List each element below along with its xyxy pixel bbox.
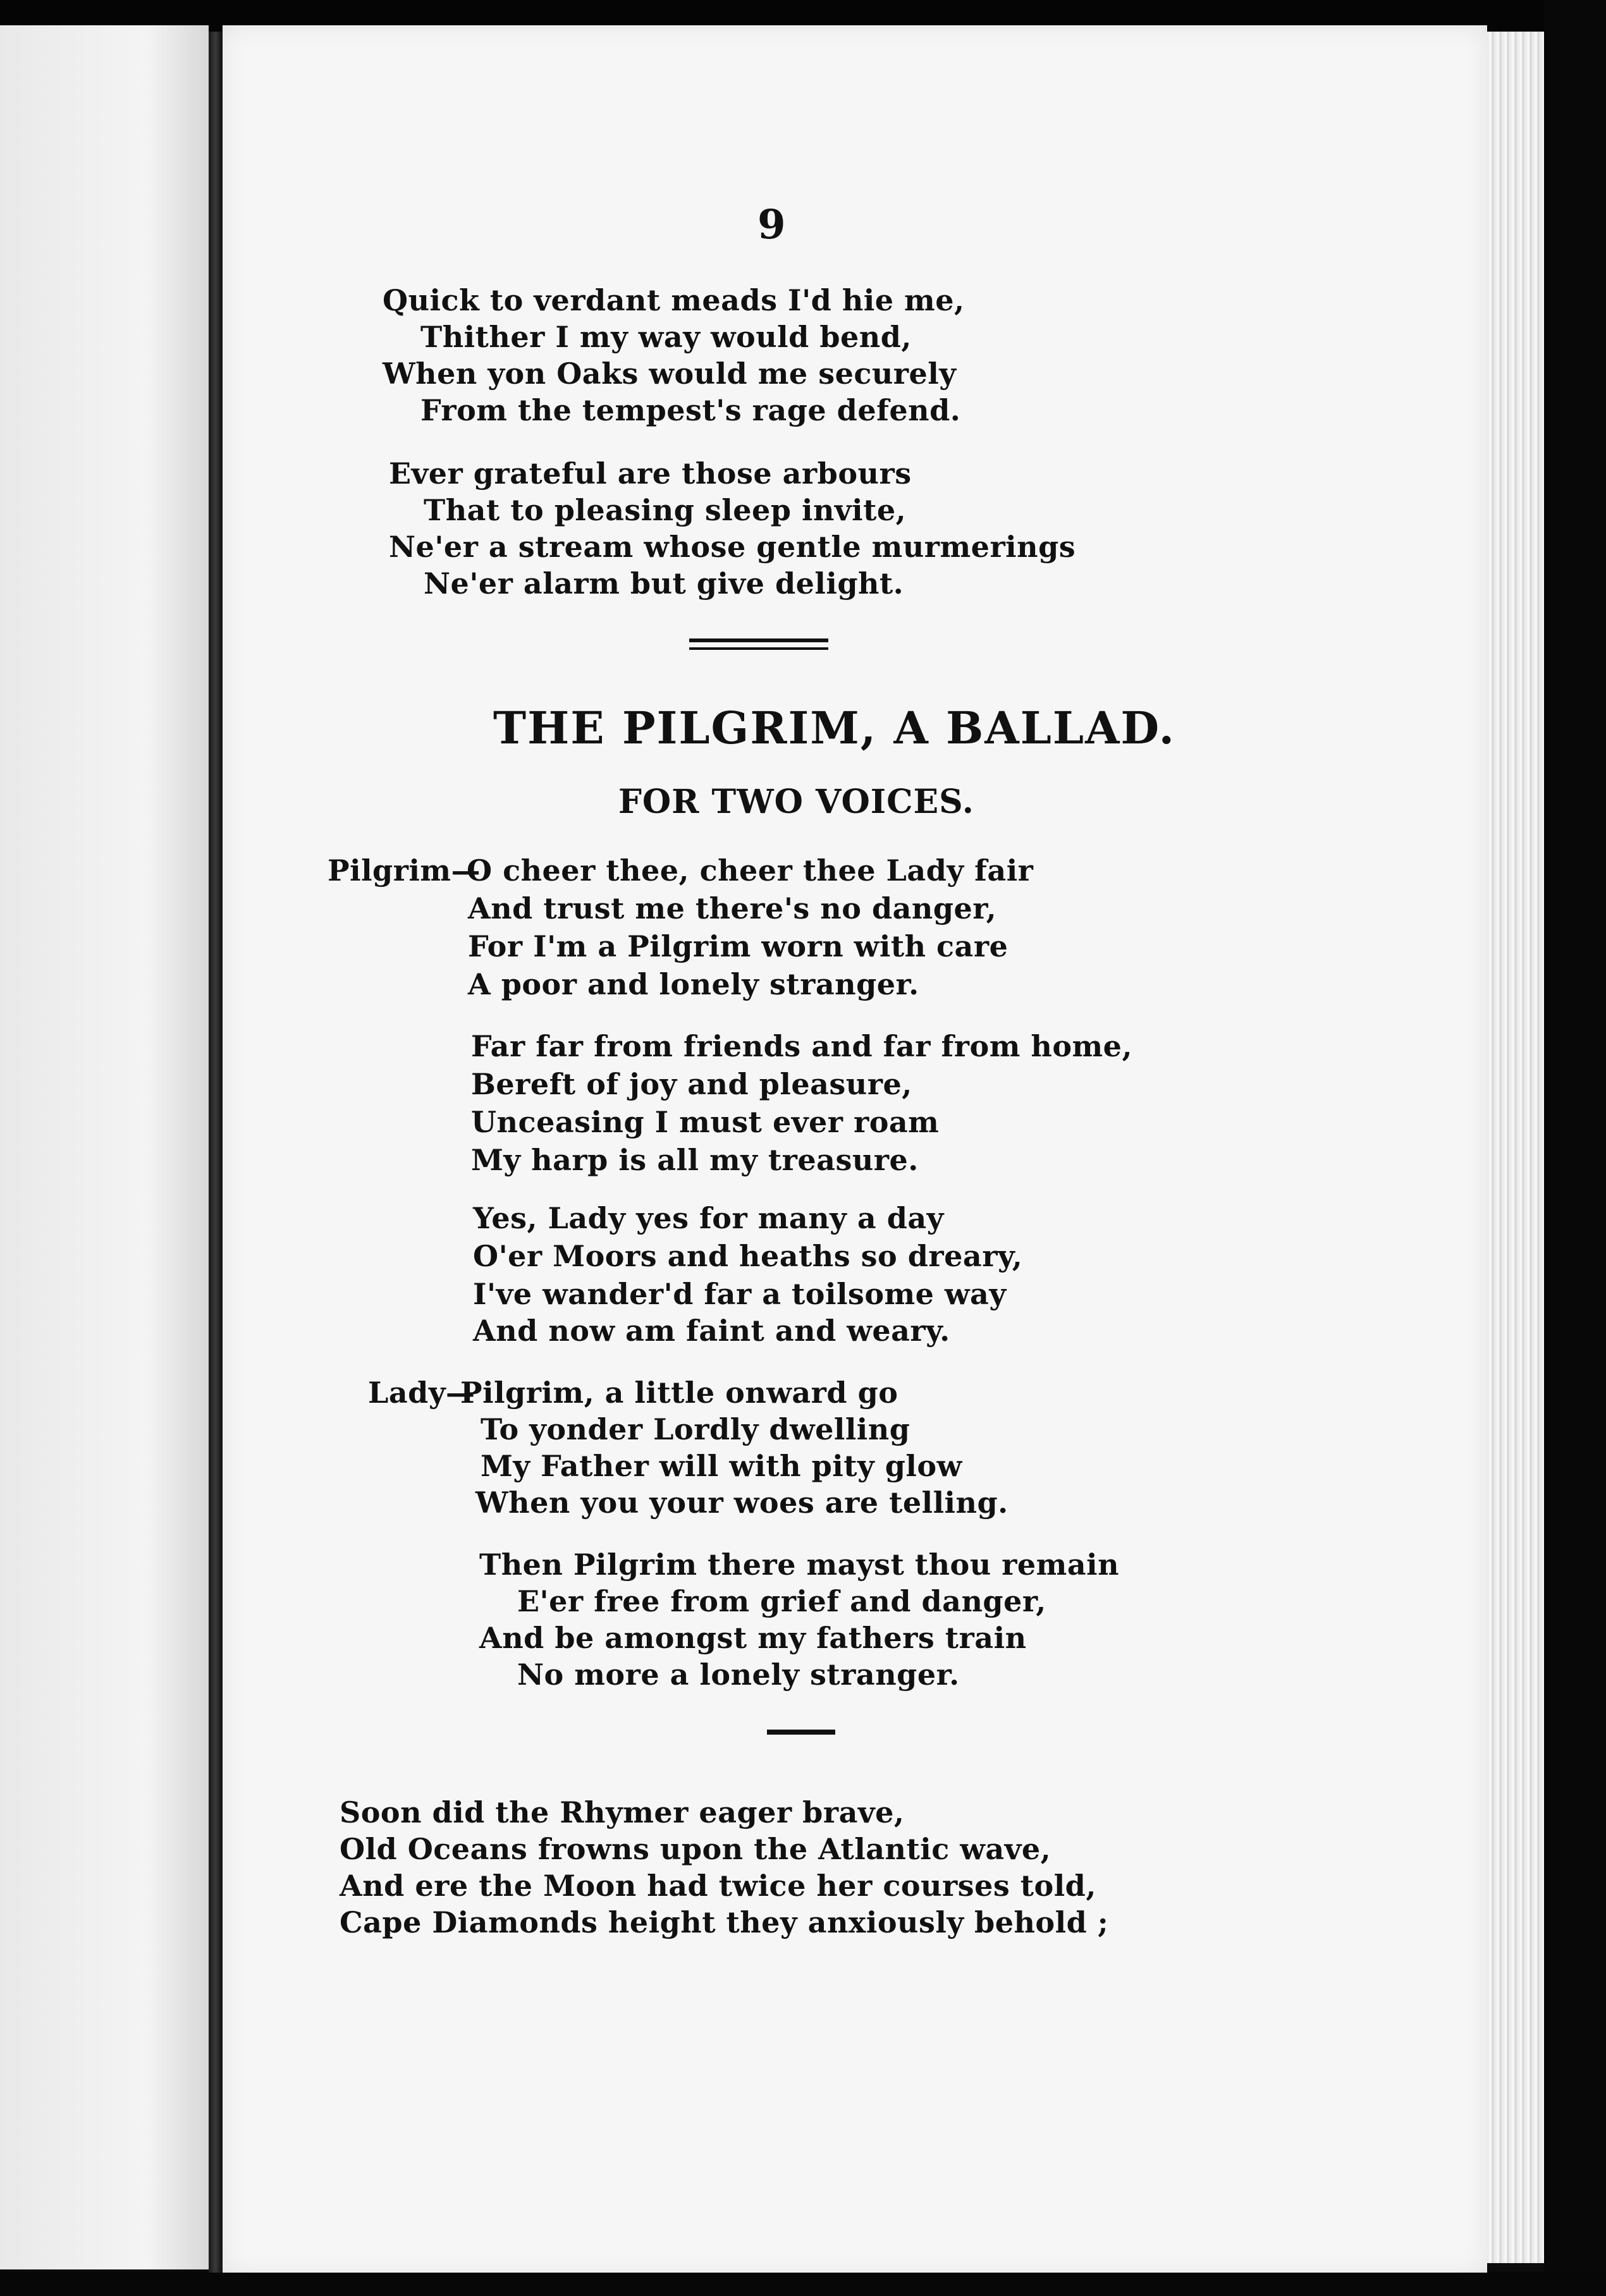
speaker-label-lady: Lady— <box>368 1376 475 1410</box>
verse-line: From the tempest's rage defend. <box>420 393 961 427</box>
speaker-label-pilgrim: Pilgrim— <box>328 853 481 888</box>
verse-line: I've wander'd far a toilsome way <box>473 1277 1007 1311</box>
scan-background-right <box>1544 0 1606 2296</box>
verse-line: Soon did the Rhymer eager brave, <box>340 1795 905 1829</box>
verse-line: And ere the Moon had twice her courses told, <box>340 1869 1096 1903</box>
section-rule <box>689 638 828 642</box>
section-rule <box>767 1730 835 1735</box>
verse-line: Pilgrim, a little onward go <box>460 1376 898 1410</box>
section-rule <box>689 647 828 650</box>
verse-line: When yon Oaks would me securely <box>383 357 957 391</box>
verse-line: Thither I my way would bend, <box>420 320 912 354</box>
verse-line: Ne'er alarm but give delight. <box>424 566 904 601</box>
verse-line: A poor and lonely stranger. <box>468 967 919 1001</box>
verse-line: Quick to verdant meads I'd hie me, <box>383 283 965 317</box>
verse-line: Far far from friends and far from home, <box>471 1029 1132 1063</box>
verse-line: Ne'er a stream whose gentle murmerings <box>389 530 1076 564</box>
verse-line: Ever grateful are those arbours <box>389 456 912 491</box>
verse-line: E'er free from grief and danger, <box>517 1584 1046 1618</box>
verse-line: And trust me there's no danger, <box>468 891 997 925</box>
page-number: 9 <box>757 201 786 248</box>
page-edges <box>1487 32 1544 2263</box>
verse-line: Then Pilgrim there mayst thou remain <box>479 1548 1120 1582</box>
ballad-subtitle: FOR TWO VOICES. <box>618 783 974 821</box>
verse-line: Cape Diamonds height they anxiously behold ; <box>340 1905 1109 1939</box>
verse-line: To yonder Lordly dwelling <box>481 1412 910 1446</box>
verse-line: And now am faint and weary. <box>473 1314 950 1348</box>
verse-line: Bereft of joy and pleasure, <box>471 1067 912 1101</box>
verse-line: No more a lonely stranger. <box>517 1658 960 1692</box>
book-gutter <box>209 32 223 2282</box>
verse-line: For I'm a Pilgrim worn with care <box>468 929 1008 963</box>
scan-background-bottom <box>0 2273 1606 2296</box>
verse-line: Unceasing I must ever roam <box>471 1105 940 1139</box>
verse-line: That to pleasing sleep invite, <box>424 493 907 527</box>
ballad-title: THE PILGRIM, A BALLAD. <box>493 702 1175 754</box>
verse-line: When you your woes are telling. <box>475 1486 1008 1520</box>
facing-page-left <box>0 25 209 2269</box>
verse-line: O'er Moors and heaths so dreary, <box>473 1239 1023 1273</box>
verse-line: My harp is all my treasure. <box>471 1143 919 1177</box>
verse-line: Old Oceans frowns upon the Atlantic wave, <box>340 1832 1051 1866</box>
verse-line: My Father will with pity glow <box>481 1449 962 1483</box>
verse-line: Yes, Lady yes for many a day <box>473 1201 944 1235</box>
verse-line: O cheer thee, cheer thee Lady fair <box>467 853 1034 888</box>
verse-line: And be amongst my fathers train <box>479 1621 1027 1655</box>
